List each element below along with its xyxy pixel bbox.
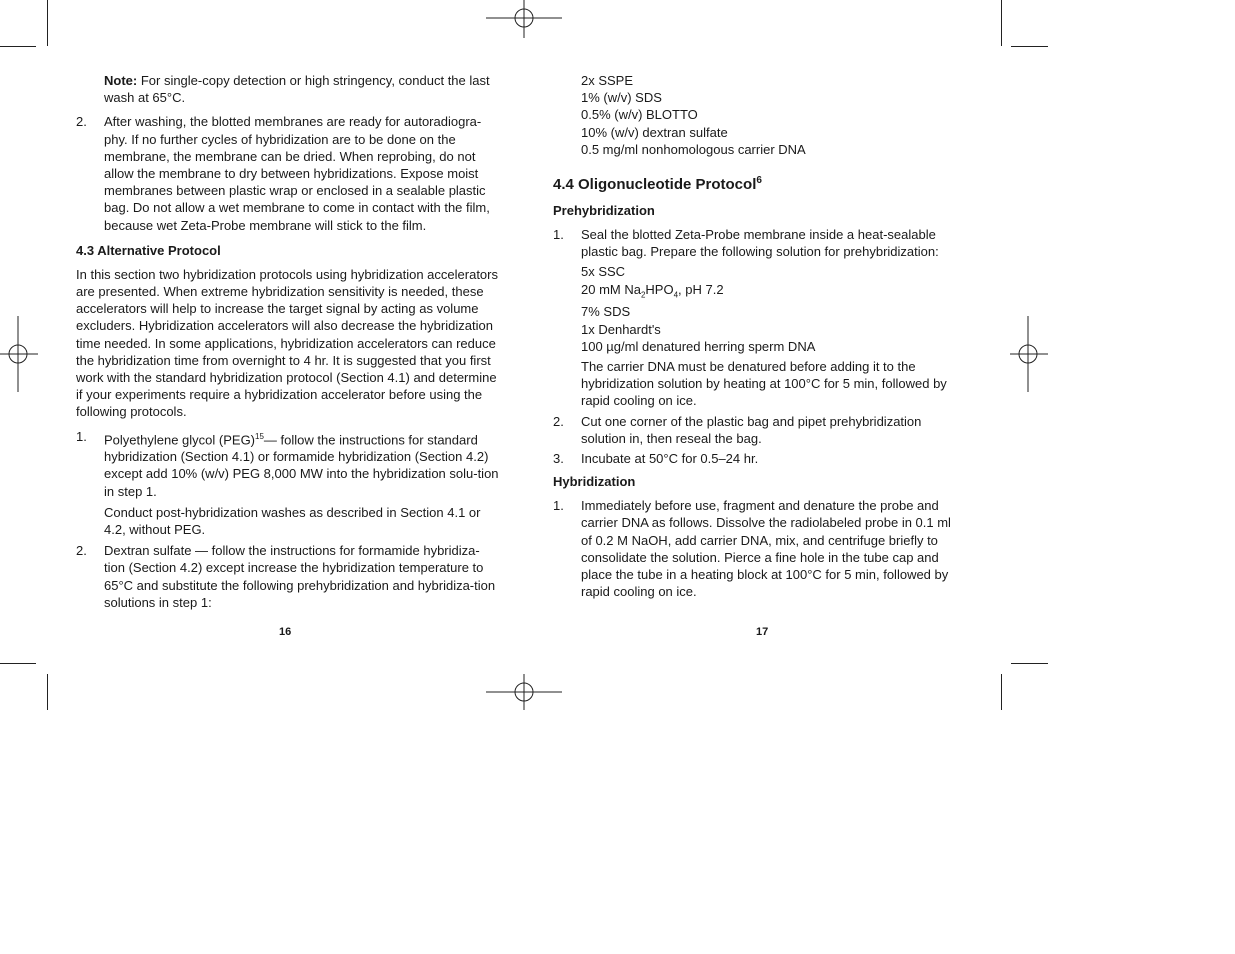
solution-line: 2x SSPE [581, 73, 634, 88]
formula-part: 20 mM Na [581, 281, 641, 297]
list-item-text: After washing, the blotted membranes are ready for autoradiogra-phy. If no further cycles of hybridization are to be done on the membrane, the membrane can be dried. When reprobing, do not allow the membrane to dry between hybridizations. Expose moist membranes between plastic wrap or enclosed in a sealable plastic bag. Do not allow a wet membrane to come in contact with the film, because wet Zeta-Probe membrane will stick to the film. [104, 114, 490, 233]
note-text: For single-copy detection or high stringency, conduct the last wash at 65°C. [104, 73, 490, 106]
list-number: 1. [76, 428, 87, 444]
registration-mark-icon [1008, 316, 1048, 392]
list-item [553, 226, 963, 410]
solution-line: 0.5% (w/v) BLOTTO [581, 107, 698, 123]
solution-line: 7% SDS [581, 304, 631, 320]
list-item-text: Seal the blotted Zeta-Probe membrane inside a heat-sealable plastic bag. Prepare the following solution for prehybridization: [581, 227, 939, 260]
list-item-text: Cut one corner of the plastic bag and pipet prehybridization solution in, then reseal the bag. [581, 413, 922, 446]
crop-mark [0, 663, 36, 664]
list-item [553, 497, 963, 600]
solution-line: 1x Denhardt's [581, 321, 661, 337]
prehyb-solution-list [581, 263, 963, 355]
solution-line [581, 281, 963, 304]
peg-text-a: Polyethylene glycol (PEG) [104, 431, 256, 447]
note-paragraph [76, 72, 500, 106]
crop-mark [1011, 46, 1048, 47]
formula-part: HPO [645, 281, 674, 297]
dextran-solution-list [553, 72, 963, 158]
list-number: 3. [553, 451, 564, 467]
list-item [76, 113, 500, 233]
registration-mark-icon [486, 672, 562, 712]
footnote-ref: 15 [255, 431, 264, 441]
page-number: 16 [279, 626, 292, 638]
crop-mark [1001, 0, 1002, 46]
list-item-text: Immediately before use, fragment and denature the probe and carrier DNA as follows. Dissolve the radiolabeled probe in 0.1 ml of 0.2 M NaOH, add carrier DNA, mix, and centrifuge briefly to consolidate the solution. Pierce a fine hole in the tube cap and place the tube in a heating block at 100°C for 5 min, followed by rapid cooling on ice. [581, 498, 951, 600]
registration-mark-icon [486, 0, 562, 40]
crop-mark [1011, 663, 1048, 664]
subsection-heading: Hybridization [553, 474, 636, 490]
list-item-text: Dextran sulfate — follow the instructions for formamide hybridiza-tion (Section 4.2) except increase the hybridization temperature to 65°C and substitute the following prehybridization and hybridiza-tion solutions in step 1: [104, 543, 496, 610]
list-item [76, 428, 500, 539]
list-number: 1. [553, 227, 564, 243]
right-page-column [553, 72, 963, 600]
page-number: 17 [756, 626, 769, 638]
list-item [553, 450, 963, 467]
list-item [76, 542, 500, 611]
footnote-ref: 6 [756, 175, 762, 187]
formula-subscript: 4 [673, 290, 679, 300]
heading-text: 4.4 Oligonucleotide Protocol [553, 176, 757, 194]
carrier-note: The carrier DNA must be denatured before adding it to the hybridization solution by heating at 100°C for 5 min, followed by rapid cooling on ice. [581, 359, 947, 409]
list-number: 1. [553, 498, 564, 514]
solution-line: 10% (w/v) dextran sulfate [581, 124, 728, 140]
intro-paragraph: In this section two hybridization protocols using hybridization accelerators are presented. When extreme hybridization sensitivity is needed, these accelerators will help to increase the target signal by acting as volume excluders. Hybridization accelerators will also decrease the hybridization time needed. In some applications, hybridization accelerators can reduce the hybridization time from overnight to 4 hr. It is suggested that you first work with the standard hybridization protocol (Section 4.1) and determine if your experiments require a hybridization accelerator before using the following protocols. [76, 266, 498, 420]
formula-part: , pH 7.2 [678, 281, 724, 297]
list-item-text [104, 428, 500, 500]
note-label: Note: [104, 73, 138, 88]
section-heading: 4.3 Alternative Protocol [76, 242, 221, 258]
solution-line: 5x SSC [581, 264, 626, 280]
registration-mark-icon [0, 316, 40, 392]
solution-line: 100 µg/ml denatured herring sperm DNA [581, 338, 816, 354]
crop-mark [47, 0, 48, 46]
solution-line: 1% (w/v) SDS [581, 90, 662, 106]
list-number: 2. [553, 413, 564, 429]
list-number: 2. [76, 114, 87, 130]
peg-text-b: — follow the instructions for standard hybridization (Section 4.1) or formamide hybridization (Section 4.2) except add 10% (w/v) PEG 8,000 MW into the hybridization solu-tion in step 1. [104, 431, 499, 499]
solution-line: 0.5 mg/ml nonhomologous carrier DNA [581, 141, 806, 157]
peg-post-paragraph: Conduct post-hybridization washes as described in Section 4.1 or 4.2, without PEG. [104, 504, 481, 537]
crop-mark [1001, 674, 1002, 710]
list-item [553, 413, 963, 447]
crop-mark [47, 674, 48, 710]
list-number: 2. [76, 543, 87, 559]
section-heading [553, 171, 963, 194]
list-item-text: Incubate at 50°C for 0.5–24 hr. [581, 451, 759, 467]
formula-subscript: 2 [640, 290, 646, 300]
crop-mark [0, 46, 36, 47]
subsection-heading: Prehybridization [553, 203, 655, 219]
left-page-column [76, 72, 500, 611]
